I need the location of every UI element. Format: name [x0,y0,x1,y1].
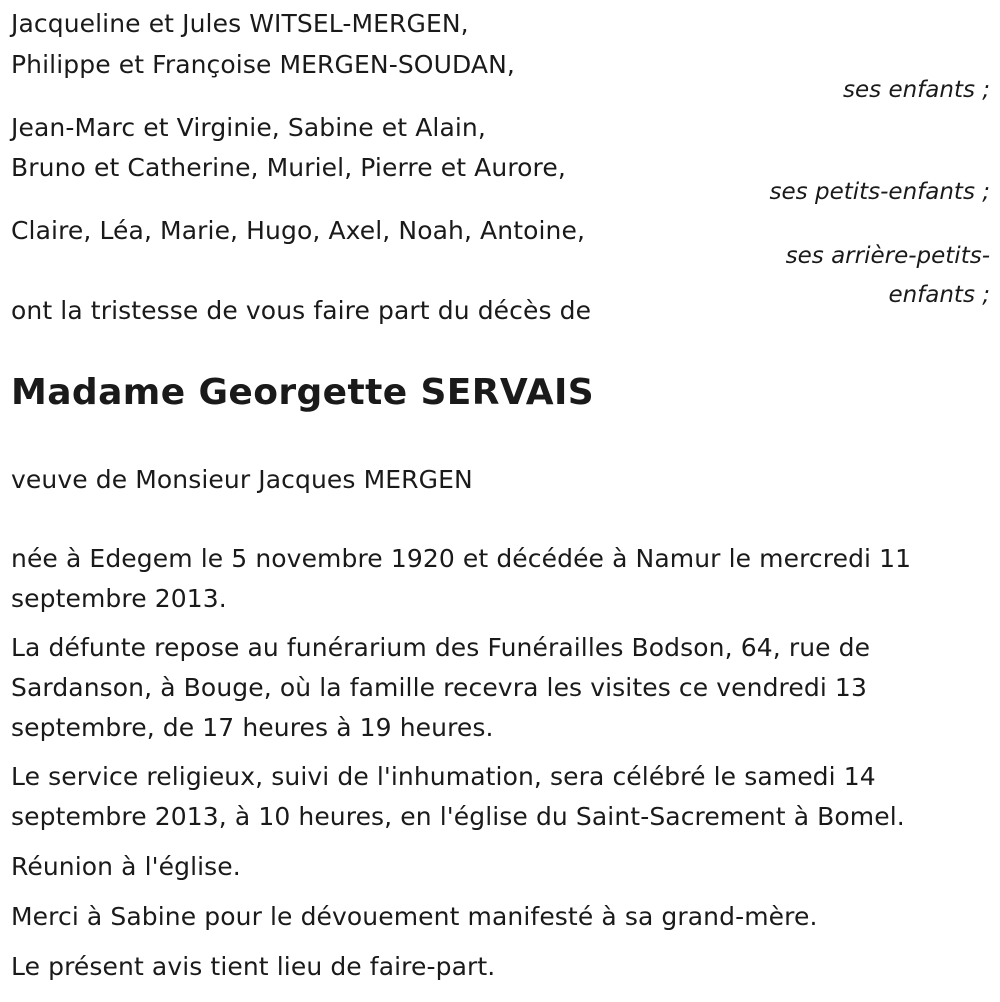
grandchildren-role: ses petits-enfants ; [769,179,990,205]
great-grandchildren-role-1: ses arrière-petits- [785,243,990,269]
children-line-2: Philippe et Françoise MERGEN-SOUDAN, [11,50,515,79]
birth-death-paragraph: née à Edegem le 5 novembre 1920 et décédée à Namur le mercredi 11 septembre 2013. [11,544,912,613]
announcement-intro: ont la tristesse de vous faire part du décès de [11,296,592,325]
widow-of: veuve de Monsieur Jacques MERGEN [11,465,473,494]
great-grandchildren-line: Claire, Léa, Marie, Hugo, Axel, Noah, Antoine, [11,216,586,245]
great-grandchildren-role-2: enfants ; [888,282,990,308]
grandchildren-line-1: Jean-Marc et Virginie, Sabine et Alain, [11,113,486,142]
thanks-paragraph: Merci à Sabine pour le dévouement manifesté à sa grand-mère. [11,902,818,931]
reunion-paragraph: Réunion à l'église. [11,852,241,881]
children-line-1: Jacqueline et Jules WITSEL-MERGEN, [11,9,469,38]
deceased-name: Madame Georgette SERVAIS [11,372,595,413]
children-role: ses enfants ; [843,77,990,103]
grandchildren-line-2: Bruno et Catherine, Muriel, Pierre et Aurore, [11,153,566,182]
notice-paragraph: Le présent avis tient lieu de faire-part. [11,952,496,981]
visitation-paragraph: La défunte repose au funérarium des Funérailles Bodson, 64, rue de Sardanson, à Bouge, où la famille recevra les visites ce vendredi 13 septembre, de 17 heures à 19 heures. [11,633,871,742]
service-paragraph: Le service religieux, suivi de l'inhumation, sera célébré le samedi 14 septembre 2013, à 10 heures, en l'église du Saint-Sacrement à Bomel. [11,762,905,831]
